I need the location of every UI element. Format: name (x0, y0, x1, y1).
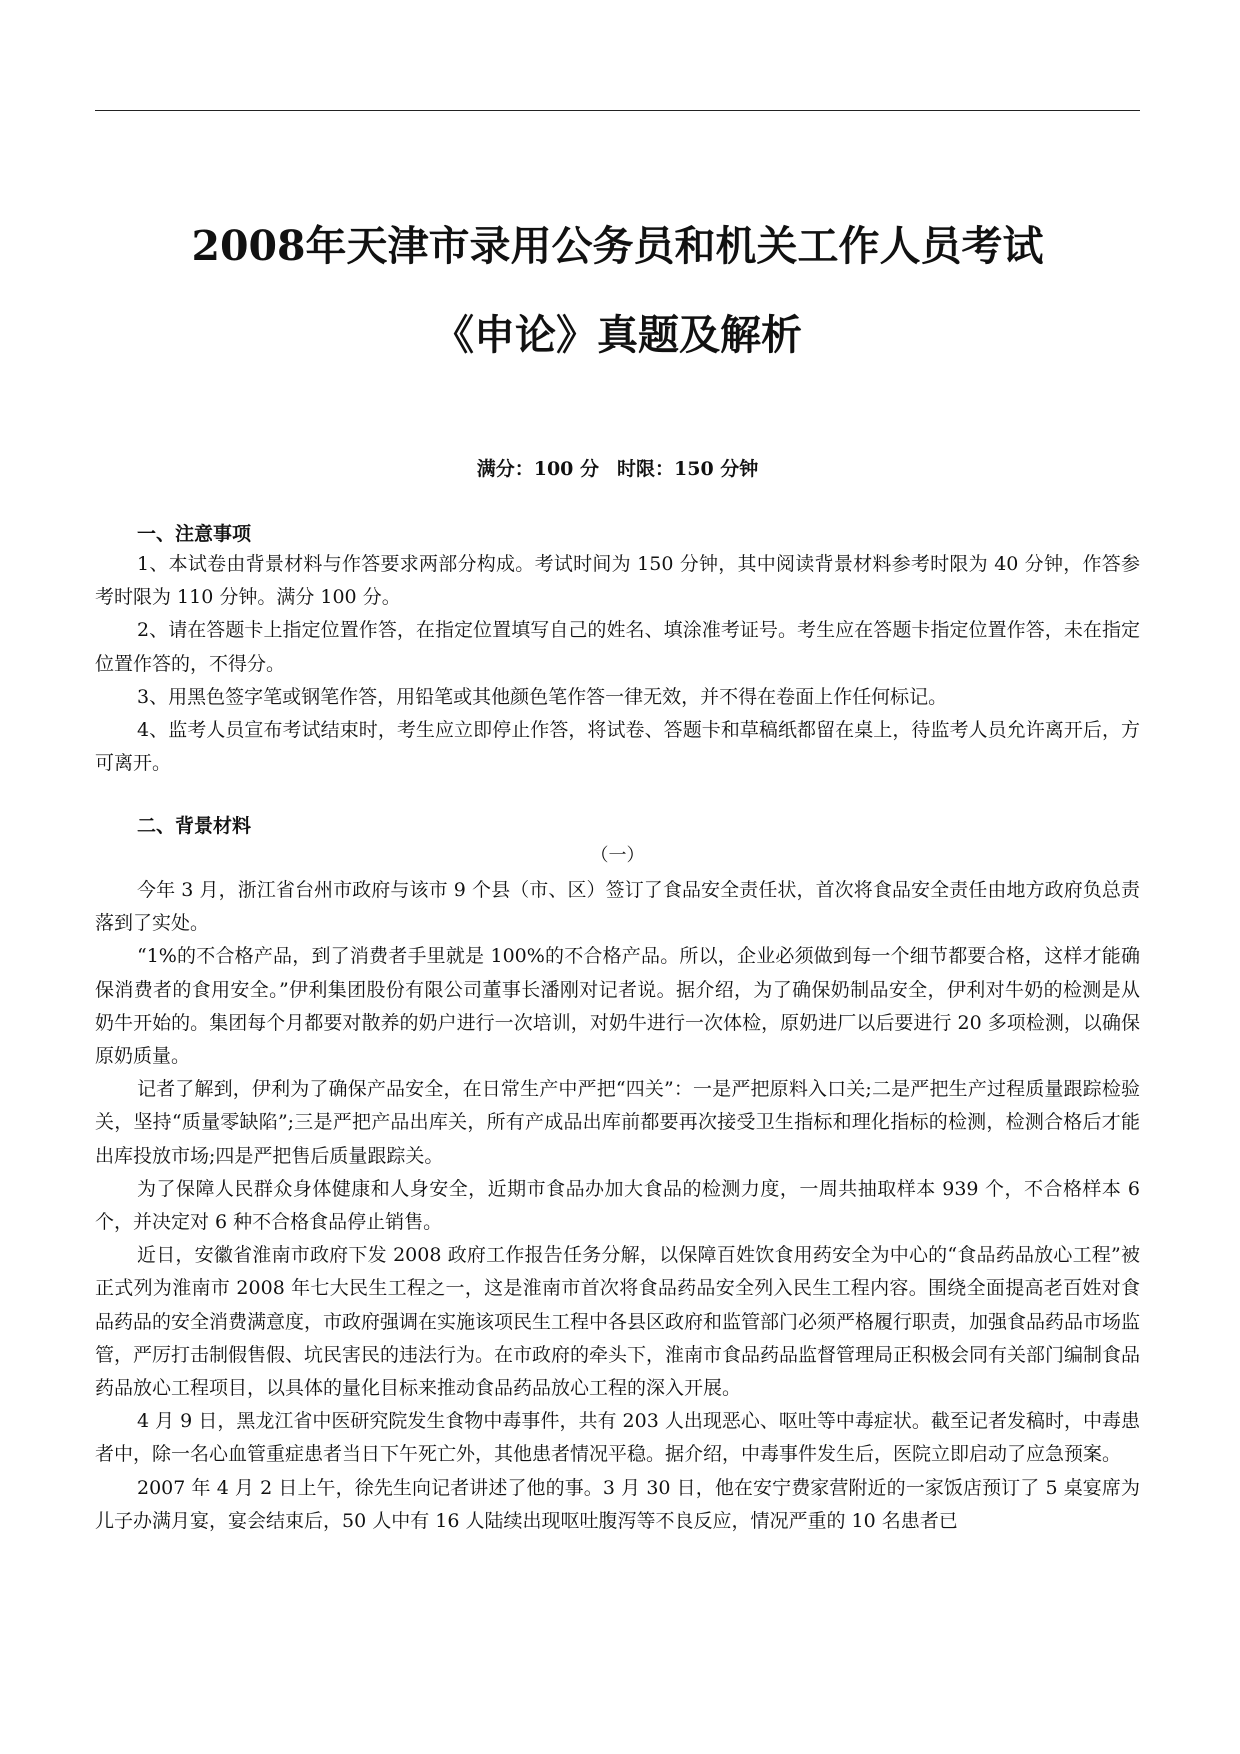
material-paragraph: 今年 3 月，浙江省台州市政府与该市 9 个县（市、区）签订了食品安全责任状，首次将食品安全责任由地方政府负总责落到了实处。 (95, 879, 1140, 935)
material-paragraph: 4 月 9 日，黑龙江省中医研究院发生食物中毒事件，共有 203 人出现恶心、呕吐等中毒症状。截至记者发稿时，中毒患者中，除一名心血管重症患者当日下午死亡外，其他患者情况平稳。据介绍，中毒事件发生后，医院立即启动了应急预案。 (95, 1410, 1140, 1466)
materials-block (95, 874, 1140, 1538)
note-paragraph: 4、监考人员宣布考试结束时，考生应立即停止作答，将试卷、答题卡和草稿纸都留在桌上，待监考人员允许离开后，方可离开。 (95, 719, 1140, 775)
note-paragraph: 2、请在答题卡上指定位置作答，在指定位置填写自己的姓名、填涂准考证号。考生应在答题卡指定位置作答，未在指定位置作答的，不得分。 (95, 619, 1140, 675)
header-rule (95, 110, 1140, 111)
material-paragraph: 记者了解到，伊利为了确保产品安全，在日常生产中严把“四关”：一是严把原料入口关;二是严把生产过程质量跟踪检验关，坚持“质量零缺陷”;三是严把产品出库关，所有产成品出库前都要再次接受卫生指标和理化指标的检测，检测合格后才能出库投放市场;四是严把售后质量跟踪关。 (95, 1078, 1140, 1167)
material-paragraph: 近日，安徽省淮南市政府下发 2008 政府工作报告任务分解，以保障百姓饮食用药安全为中心的“食品药品放心工程”被正式列为淮南市 2008 年七大民生工程之一，这是淮南市首次将食品药品安全列入民生工程内容。围绕全面提高老百姓对食品药品的安全消费满意度，市政府强调在实施该项民生工程中各县区政府和监管部门必须严格履行职责，加强食品药品市场监管，严厉打击制假售假、坑民害民的违法行为。在市政府的牵头下，淮南市食品药品监督管理局正积极会同有关部门编制食品药品放心工程项目，以具体的量化目标来推动食品药品放心工程的深入开展。 (95, 1244, 1141, 1400)
document-title-line1: 2008年天津市录用公务员和机关工作人员考试 (191, 222, 1044, 270)
material-subheading: （一） (590, 845, 645, 866)
note-paragraph: 1、本试卷由背景材料与作答要求两部分构成。考试时间为 150 分钟，其中阅读背景材料参考时限为 40 分钟，作答参考时限为 110 分钟。满分 100 分。 (95, 553, 1140, 609)
score-label: 满分：100 分 (476, 458, 599, 480)
section-heading-materials: 二、背景材料 (137, 815, 252, 837)
time-label: 时限：150 分钟 (617, 458, 759, 480)
material-paragraph: 为了保障人民群众身体健康和人身安全，近期市食品办加大食品的检测力度，一周共抽取样本 939 个，不合格样本 6 个，并决定对 6 种不合格食品停止销售。 (95, 1177, 1140, 1234)
note-paragraph: 3、用黑色签字笔或钢笔作答，用铅笔或其他颜色笔作答一律无效，并不得在卷面上作任何标记。 (137, 685, 948, 708)
material-paragraph: 2007 年 4 月 2 日上午，徐先生向记者讲述了他的事。3 月 30 日，他在安宁费家营附近的一家饭店预订了 5 桌宴席为儿子办满月宴，宴会结束后，50 人中有 16 人陆续出现呕吐腹泻等不良反应，情况严重的 10 名患者已 (95, 1476, 1140, 1532)
section-heading-notes: 一、注意事项 (137, 523, 252, 545)
material-paragraph: “1%的不合格产品，到了消费者手里就是 100%的不合格产品。所以，企业必须做到每一个细节都要合格，这样才能确保消费者的食用安全。”伊利集团股份有限公司董事长潘刚对记者说。据介绍，为了确保奶制品安全，伊利对牛奶的检测是从奶牛开始的。集团每个月都要对散养的奶户进行一次培训，对奶牛进行一次体检，原奶进厂以后要进行 20 多项检测，以确保原奶质量。 (95, 945, 1140, 1068)
document-title-line2: 《申论》真题及解析 (433, 311, 802, 359)
notes-block (95, 548, 1140, 780)
exam-meta (95, 454, 1140, 484)
document-page (95, 0, 1140, 1754)
